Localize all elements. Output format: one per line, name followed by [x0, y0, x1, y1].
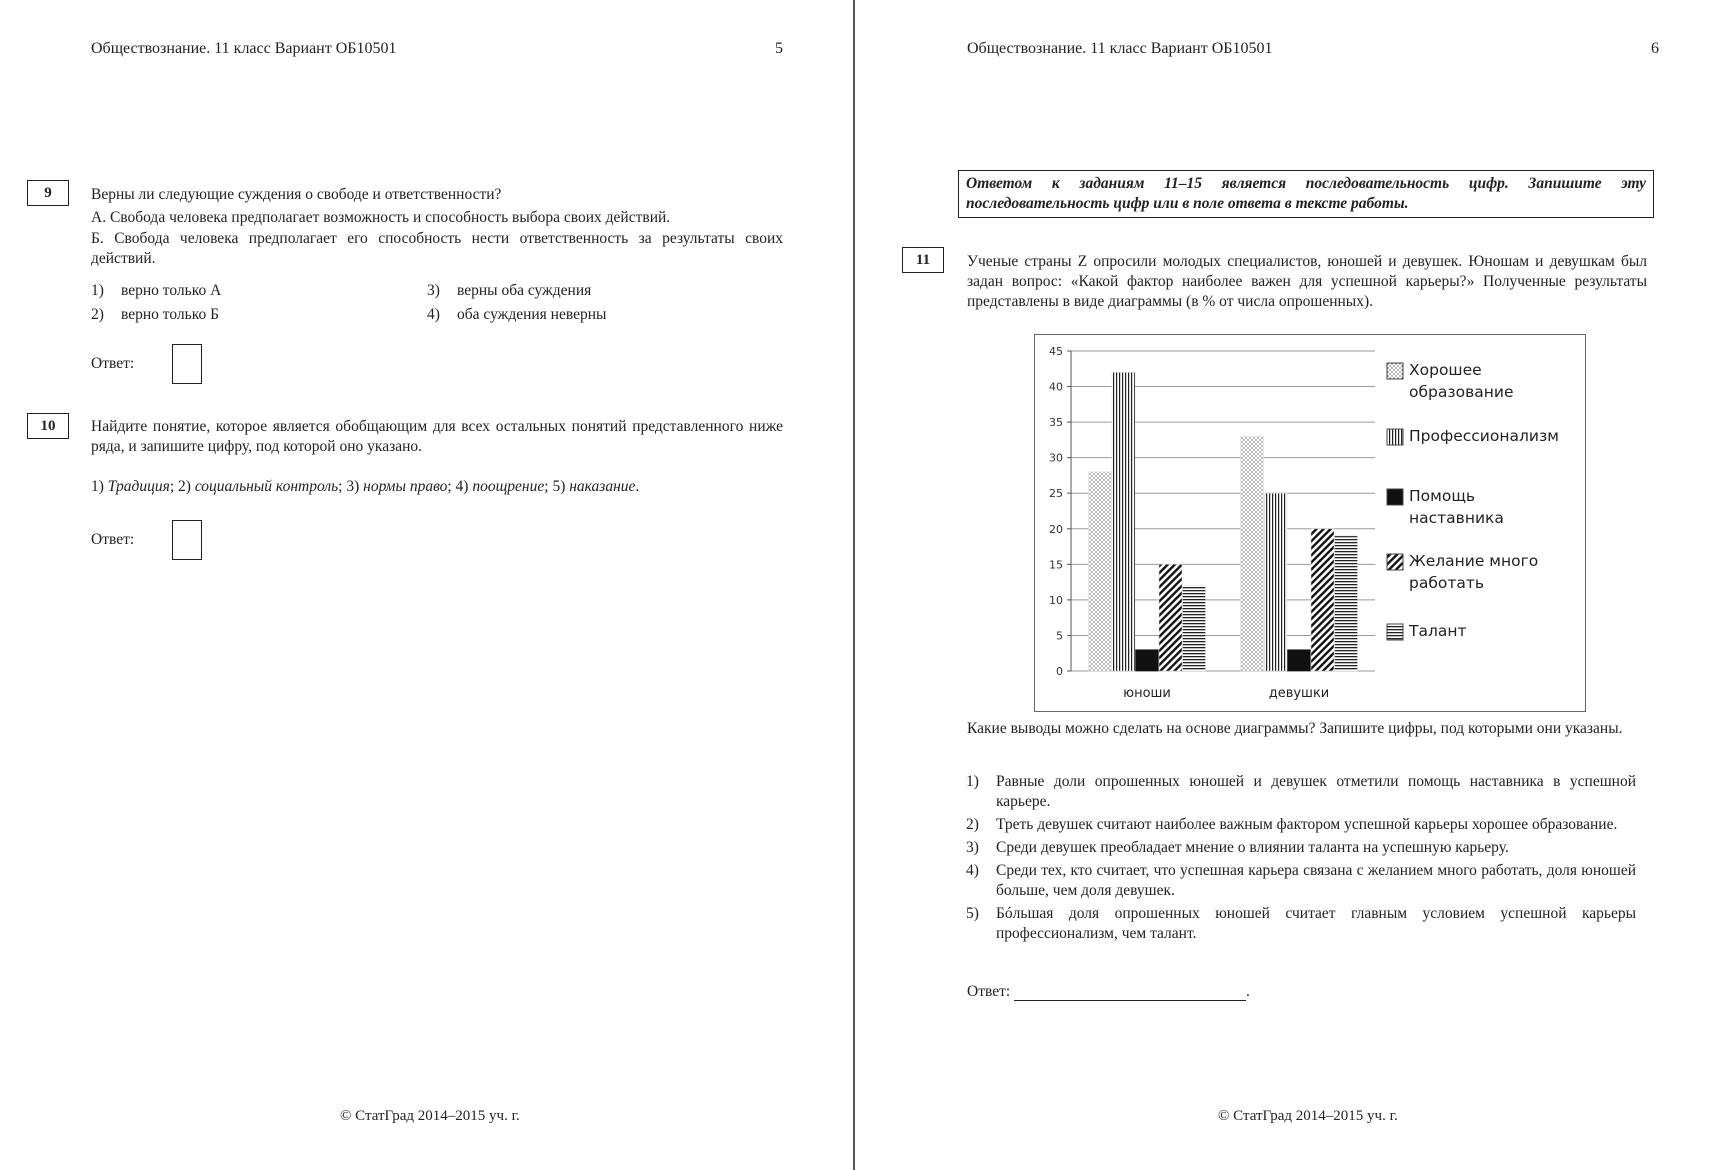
term: социальный контроль [194, 478, 339, 495]
y-tick-label: 10 [1049, 593, 1063, 607]
task10-terms [91, 477, 791, 497]
conclusion-text: Равные доли опрошенных юношей и девушек отметили помощь наставника в успешной карьере. [996, 773, 1636, 810]
legend-label: Хорошее [1409, 361, 1482, 379]
y-tick-label: 20 [1049, 522, 1063, 536]
bar-1-5 [1183, 586, 1206, 671]
term-number: 2) [178, 478, 191, 495]
legend-swatch [1387, 489, 1403, 505]
bar-2-5 [1335, 536, 1358, 671]
legend-label: Талант [1409, 622, 1467, 640]
task9-option-1[interactable] [91, 282, 221, 300]
task11-answer-line[interactable] [1014, 984, 1246, 1001]
term-number: 3) [346, 478, 360, 495]
term-number: 1) [91, 478, 104, 495]
bar-2-2 [1264, 493, 1287, 671]
bar-2-1 [1241, 436, 1264, 671]
conclusion-number: 4) [966, 862, 979, 879]
option-number: 3) [427, 282, 440, 299]
term-separator: ; [544, 478, 549, 495]
task10-question: Найдите понятие, которое является обобщающим для всех остальных понятий представленного ниже ряда, и запишите цифру, под которой оно указано. [91, 418, 783, 455]
task9-statement-a: А. Свобода человека предполагает возможность и способность выбора своих действий. [91, 209, 671, 226]
chart-svg [1035, 335, 1585, 711]
conclusion-number: 3) [966, 839, 979, 856]
conclusion-text: Среди девушек преобладает мнение о влиянии таланта на успешную карьеру. [996, 839, 1509, 856]
page-footer: © СтатГрад 2014–2015 уч. г. [340, 1108, 520, 1124]
conclusion-text: Треть девушек считают наиболее важным фактором успешной карьеры хорошее образование. [996, 816, 1618, 833]
task11-answer-end: . [1246, 983, 1250, 1000]
bar-1-1 [1089, 472, 1112, 671]
y-tick-label: 0 [1056, 665, 1063, 678]
task9-option-4[interactable] [427, 306, 606, 324]
task11-answer-label: Ответ: [967, 983, 1011, 1000]
option-text: оба суждения неверны [457, 306, 607, 323]
y-tick-label: 45 [1049, 345, 1063, 358]
term-separator: ; [447, 478, 452, 495]
header-title: Обществознание. 11 класс Вариант ОБ10501 [91, 40, 397, 57]
task-number-10: 10 [27, 413, 69, 439]
option-number: 4) [427, 306, 440, 323]
legend-label: работать [1409, 574, 1485, 592]
task9-answer-label: Ответ: [91, 355, 135, 372]
legend-label: Желание много [1409, 552, 1539, 570]
conclusion-4[interactable] [966, 861, 1636, 901]
task9-statement-b: Б. Свобода человека предполагает его способность нести ответственность за результаты своих действий. [91, 230, 783, 267]
y-tick-label: 25 [1049, 487, 1063, 501]
conclusion-5[interactable] [966, 904, 1636, 944]
task-number-9: 9 [27, 180, 69, 206]
y-tick-label: 35 [1049, 416, 1063, 430]
page-footer: © СтатГрад 2014–2015 уч. г. [1218, 1108, 1398, 1124]
bar-1-2 [1112, 372, 1135, 671]
left-page [0, 0, 853, 1170]
term-separator: ; [338, 478, 343, 495]
legend-swatch [1387, 429, 1403, 445]
right-page [856, 0, 1712, 1170]
option-text: верно только Б [121, 306, 219, 323]
term: поощрение [472, 478, 545, 495]
y-tick-label: 15 [1049, 558, 1063, 572]
page-number: 6 [1651, 40, 1659, 57]
bar-1-3 [1136, 650, 1159, 671]
conclusion-2[interactable] [966, 815, 1636, 835]
term: нормы право [363, 478, 448, 495]
x-category-label: девушки [1268, 686, 1330, 701]
term-number: 4) [455, 478, 469, 495]
option-number: 1) [91, 282, 104, 299]
term: Традиция [107, 478, 170, 495]
option-number: 2) [91, 306, 104, 323]
option-text: верно только А [121, 282, 222, 299]
header-title: Обществознание. 11 класс Вариант ОБ10501 [967, 40, 1273, 57]
conclusion-text: Среди тех, кто считает, что успешная карьера связана с желанием много работать, доля юношей больше, чем доля девушек. [996, 862, 1636, 899]
legend-label: наставника [1409, 509, 1504, 527]
bar-1-4 [1159, 564, 1182, 671]
task11-question: Какие выводы можно сделать на основе диаграммы? Запишите цифры, под которыми они указаны. [967, 720, 1623, 737]
page-divider [853, 0, 855, 1170]
conclusion-number: 1) [966, 773, 979, 790]
term: наказание [569, 478, 636, 495]
task9-option-3[interactable] [427, 282, 591, 300]
y-tick-label: 40 [1049, 380, 1063, 394]
term-number: 5) [552, 478, 566, 495]
legend-label: Помощь [1409, 487, 1476, 505]
task9-question: Верны ли следующие суждения о свободе и ответственности? [91, 186, 502, 203]
term-separator: ; [169, 478, 175, 495]
y-tick-label: 5 [1056, 629, 1063, 643]
page-number: 5 [775, 40, 783, 57]
task11-answer [967, 983, 1250, 1001]
legend-label: Профессионализм [1409, 427, 1559, 445]
conclusion-number: 2) [966, 816, 979, 833]
legend-swatch [1387, 554, 1403, 570]
y-tick-label: 30 [1049, 451, 1063, 465]
conclusion-number: 5) [966, 905, 979, 922]
answer-format-notice: Ответом к заданиям 11–15 является последовательность цифр. Запишите эту последовательность цифр или в поле ответа в тексте работы. [958, 170, 1654, 218]
conclusion-3[interactable] [966, 838, 1636, 858]
legend-label: образование [1409, 383, 1514, 401]
bar-2-4 [1311, 529, 1334, 671]
x-category-label: юноши [1123, 686, 1171, 701]
option-text: верны оба суждения [457, 282, 592, 299]
task9-option-2[interactable] [91, 306, 219, 324]
task-number-11: 11 [902, 247, 944, 273]
legend-swatch [1387, 363, 1403, 379]
bar-chart [1034, 334, 1586, 712]
task11-conclusions [966, 772, 1636, 947]
task11-intro: Ученые страны Z опросили молодых специалистов, юношей и девушек. Юношам и девушкам был задан вопрос: «Какой фактор наиболее важен для успешной карьеры?» Полученные результаты представлены в виде диаграммы (в % от числа опрошенных). [967, 253, 1647, 310]
conclusion-text: Бóльшая доля опрошенных юношей считает главным условием успешной карьеры профессионализм, чем талант. [996, 905, 1636, 942]
task10-answer-label: Ответ: [91, 531, 135, 548]
bar-2-3 [1288, 650, 1311, 671]
conclusion-1[interactable] [966, 772, 1636, 812]
legend-swatch [1387, 624, 1403, 640]
term-separator: . [635, 478, 640, 495]
task10-answer-box[interactable] [172, 520, 202, 560]
task9-answer-box[interactable] [172, 344, 202, 384]
